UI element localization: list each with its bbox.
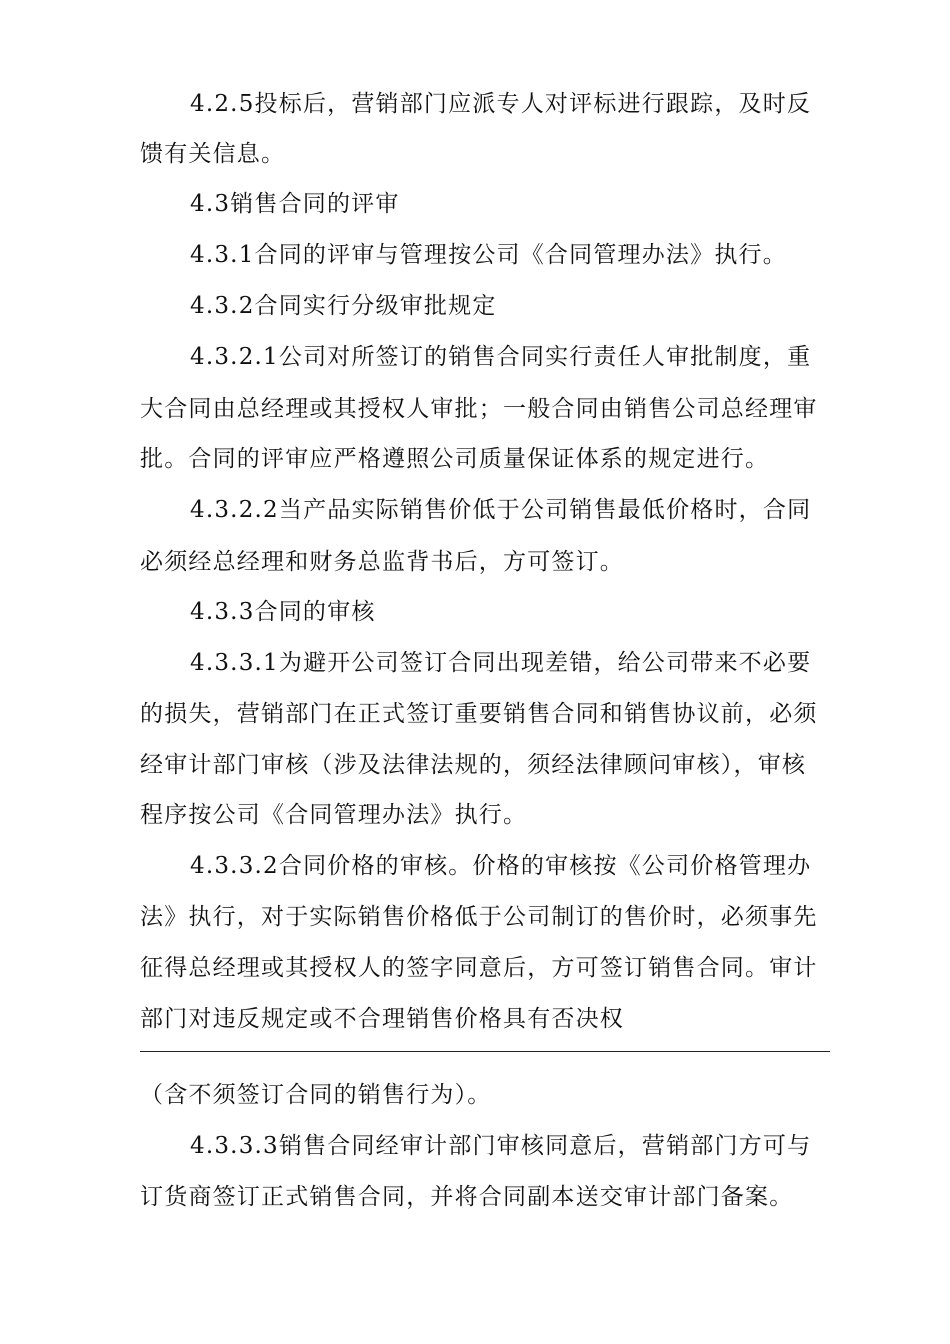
text-line: 4.3.2.2当产品实际销售价低于公司销售最低价格时，合同 <box>190 497 812 523</box>
text-line: 部门对违反规定或不合理销售价格具有否决权 <box>140 1006 624 1032</box>
text-line: 4.3.3.2合同价格的审核。价格的审核按《公司价格管理办 <box>190 853 812 879</box>
text-line: 大合同由总经理或其授权人审批；一般合同由销售公司总经理审 <box>140 396 818 422</box>
text-line: 4.3.3.3销售合同经审计部门审核同意后，营销部门方可与 <box>190 1133 812 1159</box>
text-line: 的损失，营销部门在正式签订重要销售合同和销售协议前，必须 <box>140 701 818 727</box>
section-heading: 4.3销售合同的评审 <box>190 191 400 217</box>
text-line: 必须经总经理和财务总监背书后，方可签订。 <box>140 549 624 575</box>
text-line: （含不须签订合同的销售行为）。 <box>140 1082 492 1108</box>
text-line: 征得总经理或其授权人的签字同意后，方可签订销售合同。审计 <box>140 955 818 981</box>
text-line: 经审计部门审核（涉及法律法规的，须经法律顾问审核），审核 <box>140 752 807 778</box>
section-heading: 4.3.2合同实行分级审批规定 <box>190 293 497 319</box>
text-line: 程序按公司《合同管理办法》执行。 <box>140 802 528 828</box>
text-line: 法》执行，对于实际销售价格低于公司制订的售价时，必须事先 <box>140 904 818 930</box>
horizontal-divider <box>140 1051 830 1052</box>
text-line: 4.3.2.1公司对所签订的销售合同实行责任人审批制度，重 <box>190 344 812 370</box>
text-line: 馈有关信息。 <box>140 141 286 167</box>
text-line: 订货商签订正式销售合同，并将合同副本送交审计部门备案。 <box>140 1184 794 1210</box>
text-line: 批。合同的评审应严格遵照公司质量保证体系的规定进行。 <box>140 446 770 472</box>
text-line: 4.3.1合同的评审与管理按公司《合同管理办法》执行。 <box>190 242 787 268</box>
section-heading: 4.3.3合同的审核 <box>190 599 376 625</box>
text-line: 4.3.3.1为避开公司签订合同出现差错，给公司带来不必要 <box>190 650 812 676</box>
text-line: 4.2.5投标后，营销部门应派专人对评标进行跟踪，及时反 <box>190 91 812 117</box>
